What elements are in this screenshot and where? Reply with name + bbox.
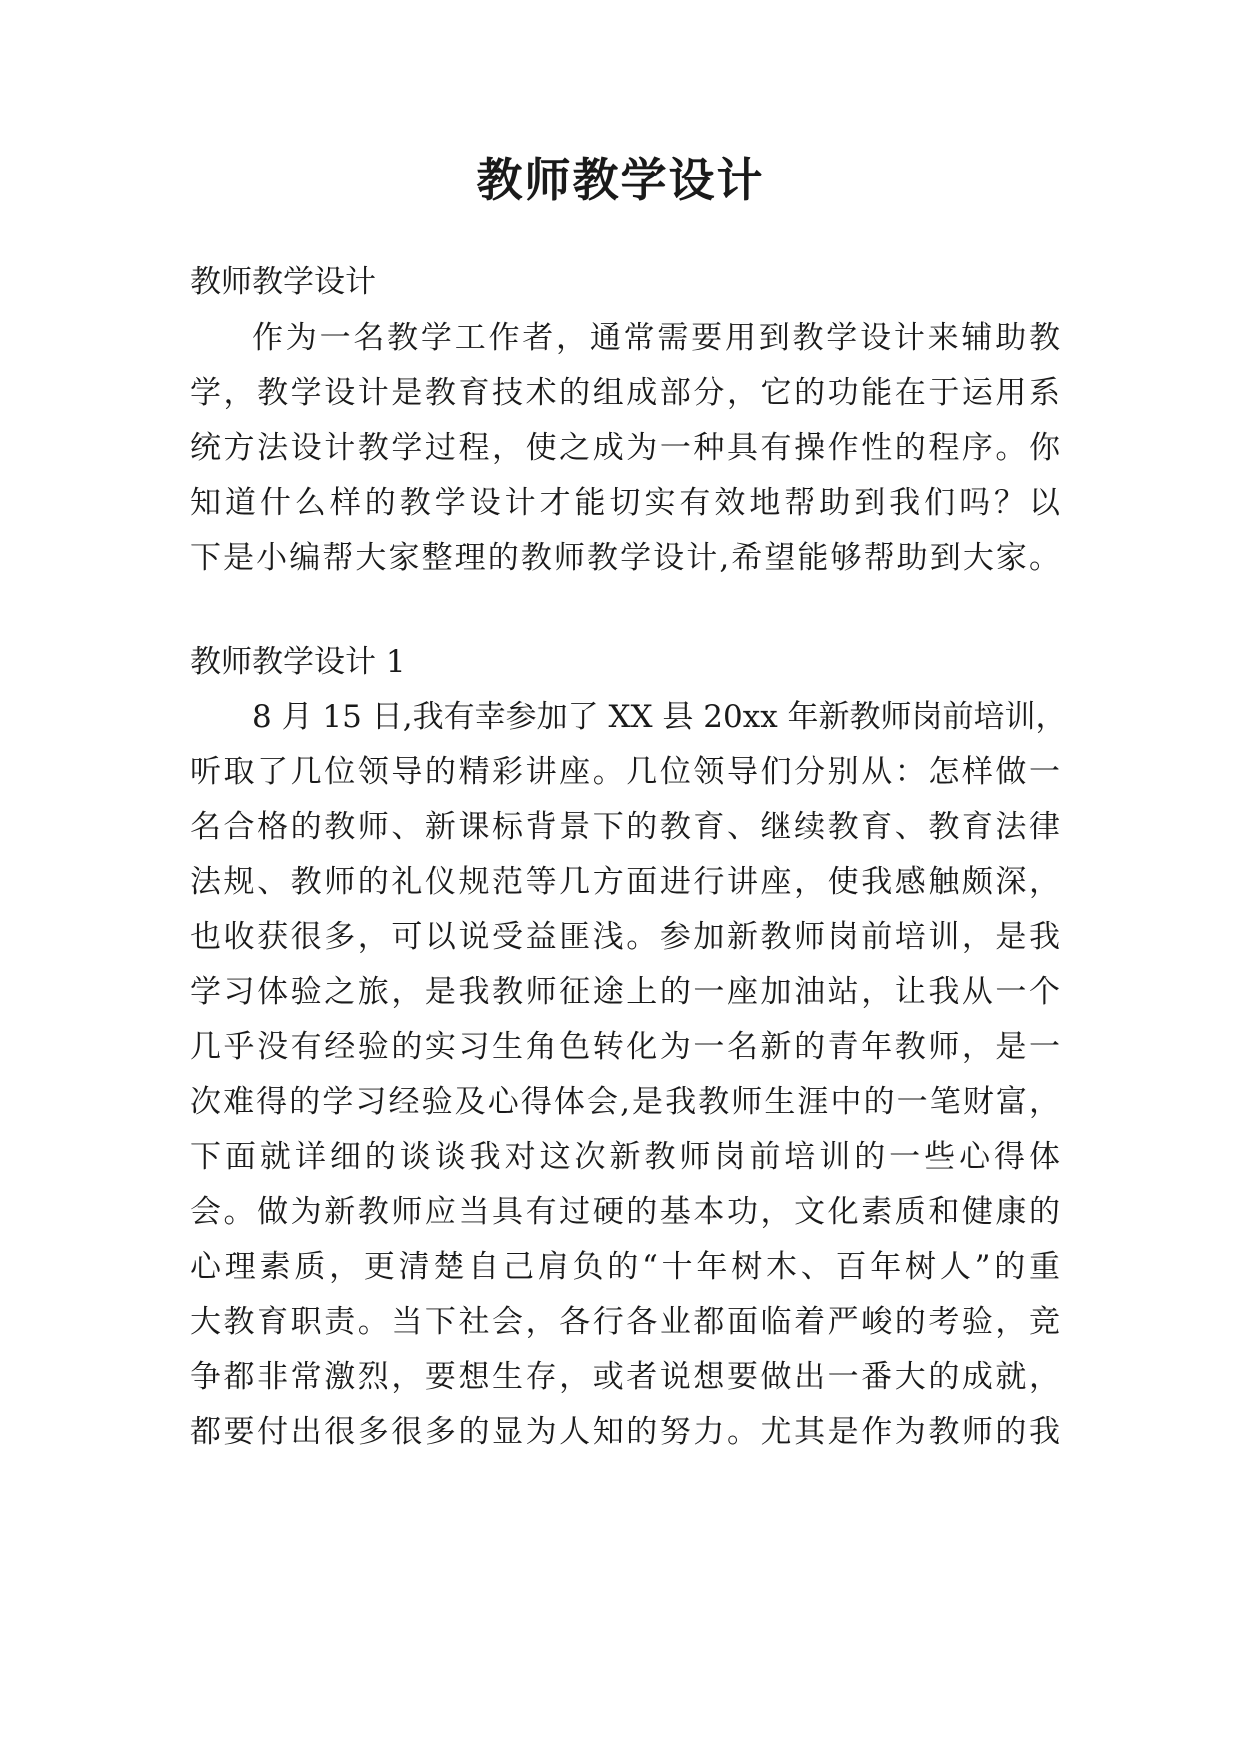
section-line: 听取了几位领导的精彩讲座。几位领导们分别从：怎样做一 (190, 754, 1060, 790)
section-line: 大教育职责。当下社会，各行各业都面临着严峻的考验，竞 (190, 1304, 1060, 1340)
section-line: 也收获很多，可以说受益匪浅。参加新教师岗前培训，是我 (190, 919, 1060, 955)
document-title: 教师教学设计 (476, 153, 765, 207)
intro-line: 统方法设计教学过程，使之成为一种具有操作性的程序。你 (190, 430, 1060, 466)
intro-line: 学，教学设计是教育技术的组成部分，它的功能在于运用系 (190, 375, 1060, 411)
intro-line: 知道什么样的教学设计才能切实有效地帮助到我们吗？以 (190, 485, 1060, 521)
section-line: 学习体验之旅，是我教师征途上的一座加油站，让我从一个 (190, 974, 1060, 1010)
intro-line: 作为一名教学工作者，通常需要用到教学设计来辅助教 (252, 320, 1060, 356)
section-line: 名合格的教师、新课标背景下的教育、继续教育、教育法律 (190, 809, 1060, 845)
section-line: 会。做为新教师应当具有过硬的基本功，文化素质和健康的 (190, 1194, 1060, 1230)
section-line: 下面就详细的谈谈我对这次新教师岗前培训的一些心得体 (190, 1139, 1060, 1175)
intro-line: 下是小编帮大家整理的教师教学设计,希望能够帮助到大家。 (190, 540, 1060, 576)
section-line: 8 月 15 日,我有幸参加了 XX 县 20xx 年新教师岗前培训， (252, 699, 1067, 735)
intro-heading: 教师教学设计 (190, 264, 376, 300)
section-heading: 教师教学设计 1 (190, 644, 406, 680)
section-line: 都要付出很多很多的显为人知的努力。尤其是作为教师的我 (190, 1414, 1060, 1450)
section-line: 几乎没有经验的实习生角色转化为一名新的青年教师，是一 (190, 1029, 1060, 1065)
section-line: 争都非常激烈，要想生存，或者说想要做出一番大的成就， (190, 1359, 1060, 1395)
section-line: 法规、教师的礼仪规范等几方面进行讲座，使我感触颇深， (190, 864, 1060, 900)
section-line: 心理素质，更清楚自己肩负的“十年树木、百年树人”的重 (190, 1249, 1060, 1285)
section-line: 次难得的学习经验及心得体会,是我教师生涯中的一笔财富， (190, 1084, 1060, 1120)
